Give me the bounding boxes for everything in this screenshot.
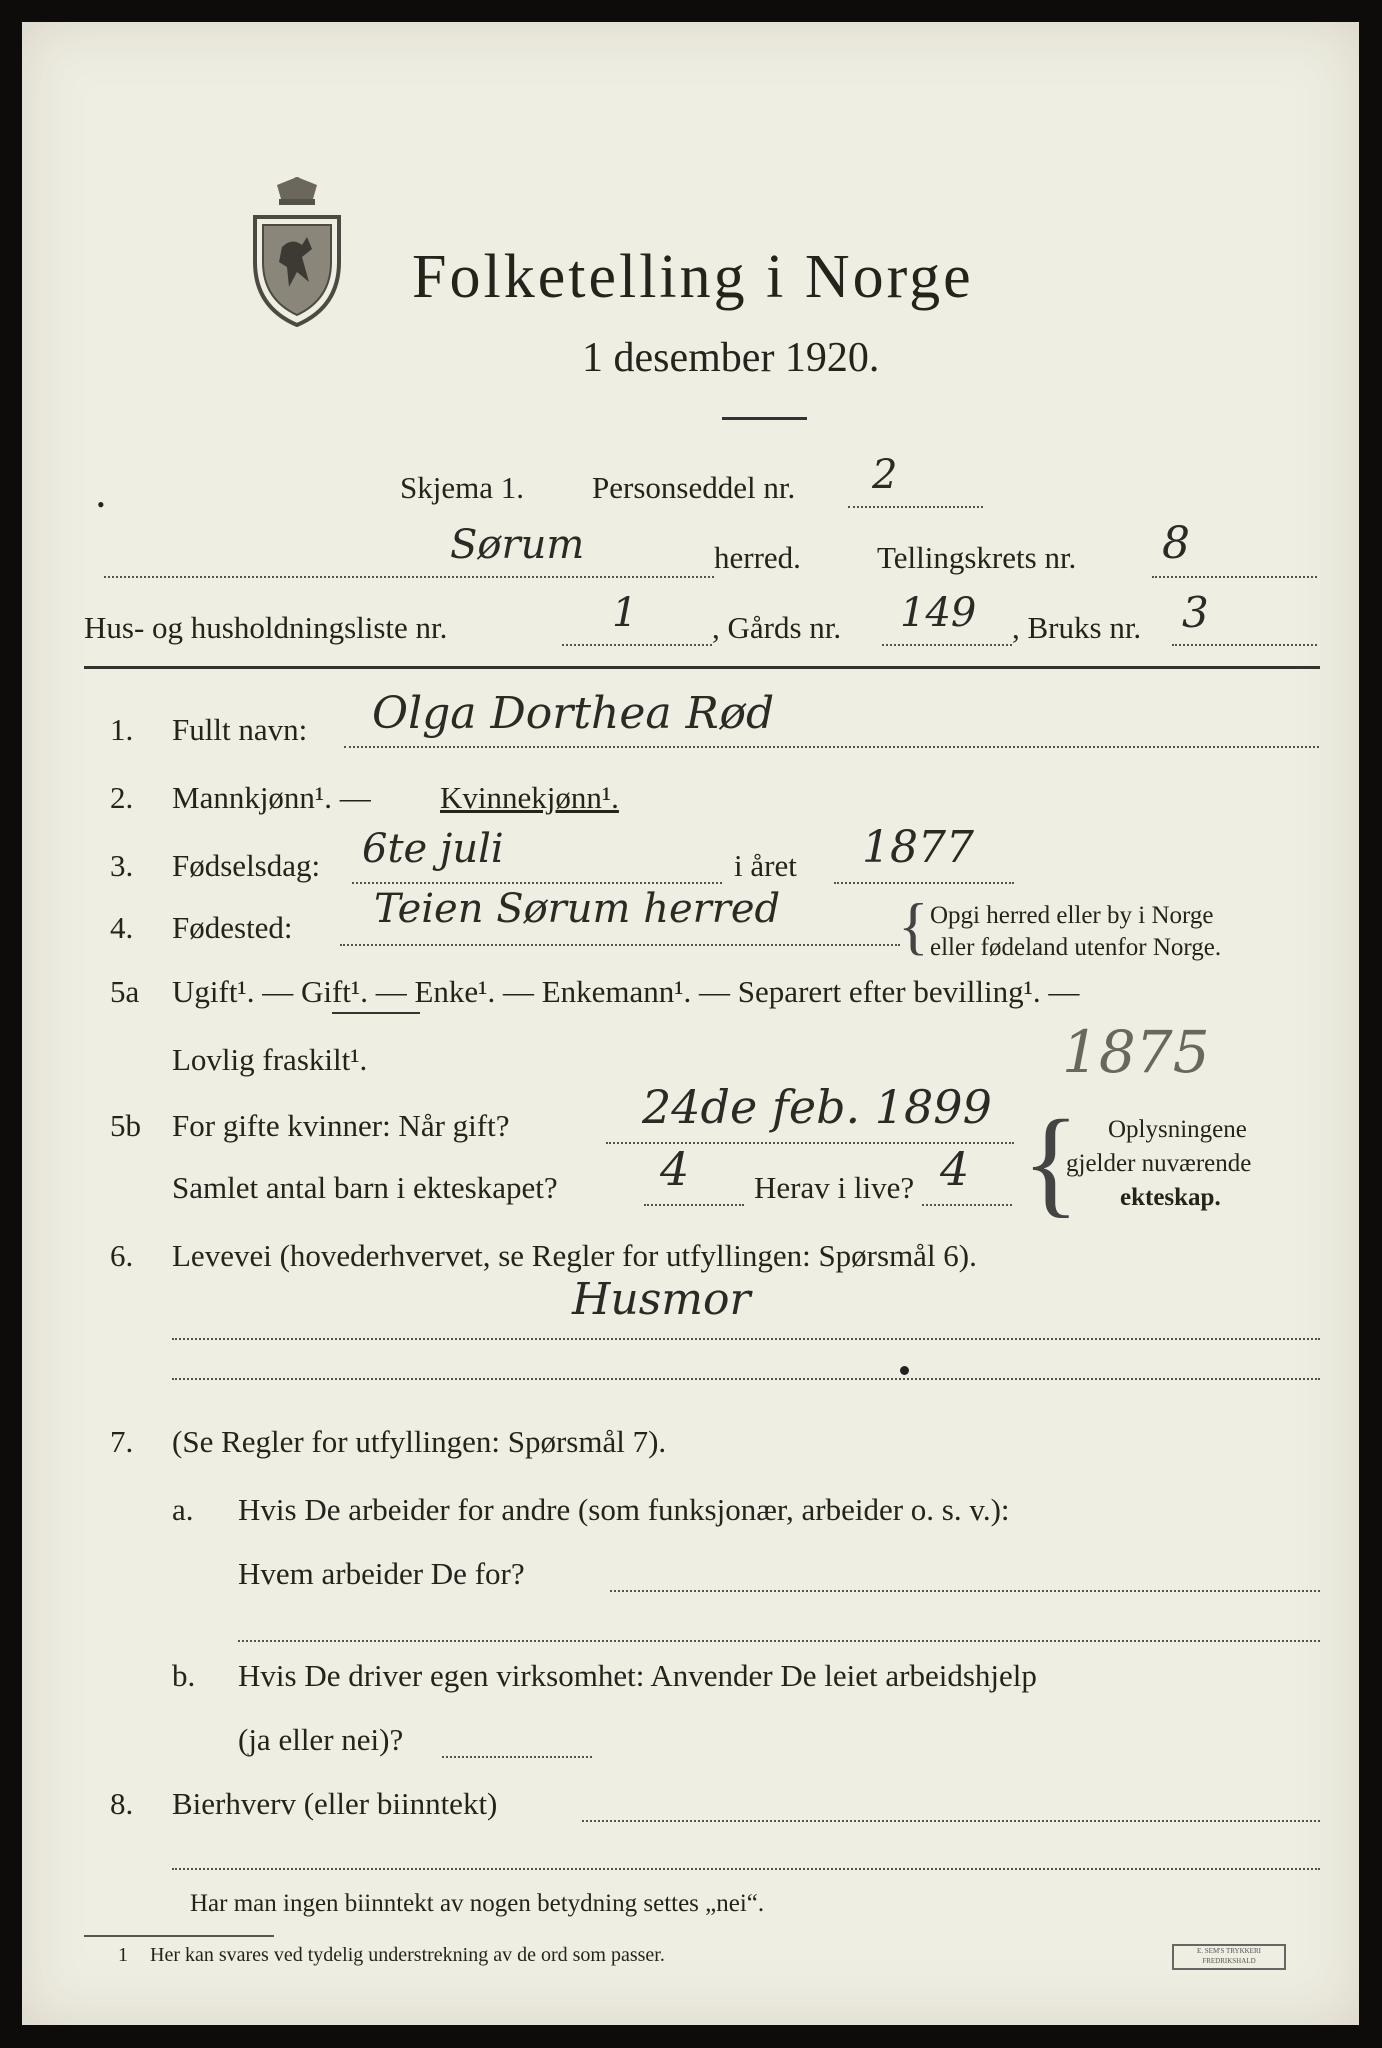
q1-label: Fullt navn: [172,712,308,747]
coat-of-arms-icon [247,177,347,327]
q7b-number: b. [172,1658,196,1693]
gards-label: , Gårds nr. [712,610,842,645]
husliste-label: Hus- og husholdningsliste nr. [84,610,448,645]
q2-male: Mannkjønn¹. — [172,780,371,815]
q4-note-1: Opgi herred eller by i Norge [930,902,1214,929]
q4-birthplace[interactable]: Teien Sørum herred [374,886,781,932]
q4-label: Fødested: [172,910,293,945]
footnote-number: 1 [118,1944,128,1966]
q6-number: 6. [110,1238,134,1273]
q3-label: Fødselsdag: [172,848,321,883]
skjema-label: Skjema 1. [400,470,524,505]
q1-full-name[interactable]: Olga Dorthea Rød [372,688,775,739]
title-divider [722,417,807,420]
q5b-number: 5b [110,1108,141,1143]
q6-label: Levevei (hovederhvervet, se Regler for utfyllingen: Spørsmål 6). [172,1238,977,1273]
form-date: 1 desember 1920. [582,335,880,381]
tellingskrets-value[interactable]: 8 [1162,518,1190,569]
husliste-value[interactable]: 1 [612,590,638,636]
q5b-alive-label: Herav i live? [754,1170,915,1205]
q7a-answer-line[interactable] [610,1590,1320,1592]
census-form [22,22,1359,2025]
gards-value[interactable]: 149 [900,590,977,636]
bruks-value[interactable]: 3 [1182,588,1209,637]
q5a-margin-note: 1875 [1062,1018,1210,1086]
q5a-number: 5a [110,974,140,1009]
q7-number: 7. [110,1424,134,1459]
q5a-option-fraskilt[interactable]: Lovlig fraskilt¹. [172,1042,368,1077]
footnote-rule [84,1935,274,1937]
bruks-label: , Bruks nr. [1012,610,1142,645]
q7b-answer-line[interactable] [442,1756,592,1758]
personseddel-label: Personseddel nr. [592,470,796,505]
margin-dot: • [97,492,105,517]
q2-number: 2. [110,780,134,815]
q8-label: Bierhverv (eller biinntekt) [172,1786,498,1821]
q5b-note-3: ekteskap. [1120,1184,1221,1211]
q5b-note-1: Oplysningene [1108,1116,1247,1143]
q4-brace: { [898,890,929,961]
q3-number: 3. [110,848,134,883]
tellingskrets-label: Tellingskrets nr. [877,540,1077,575]
herred-value[interactable]: Sørum [450,522,585,568]
q3-birthday[interactable]: 6te juli [362,826,504,872]
q1-number: 1. [110,712,134,747]
q3-year-label: i året [734,848,797,883]
ink-dot [900,1366,909,1375]
footer-note: Har man ingen biinntekt av nogen betydning settes „nei“. [190,1890,765,1917]
q3-year[interactable]: 1877 [862,822,974,873]
q6-occupation[interactable]: Husmor [572,1274,751,1325]
form-title: Folketelling i Norge [412,243,974,311]
printer-stamp: E. SEM'S TRYKKERI FREDRIKSHALD [1172,1944,1286,1970]
q5b-married-date[interactable]: 24de feb. 1899 [642,1080,992,1134]
q5b-children-label: Samlet antal barn i ekteskapet? [172,1170,558,1205]
q7a-number: a. [172,1492,194,1527]
q5b-married-label: For gifte kvinner: Når gift? [172,1108,510,1143]
q5b-note-2: gjelder nuværende [1066,1150,1252,1177]
q7a-line-1: Hvis De arbeider for andre (som funksjonær, arbeider o. s. v.): [238,1492,1010,1527]
q7-label: (Se Regler for utfyllingen: Spørsmål 7). [172,1424,667,1459]
q7b-line-2: (ja eller nei)? [238,1722,404,1757]
footnote-text: Her kan svares ved tydelig understrekning av de ord som passer. [150,1944,665,1966]
q7a-line-2: Hvem arbeider De for? [238,1556,525,1591]
herred-label: herred. [714,540,801,575]
q4-note-2: eller fødeland utenfor Norge. [930,934,1222,961]
q7b-line-1: Hvis De driver egen virksomhet: Anvender De leiet arbeidshjelp [238,1658,1037,1693]
personseddel-value[interactable]: 2 [872,452,898,498]
q5b-brace: { [1022,1095,1080,1228]
q5b-alive-value[interactable]: 4 [940,1142,970,1196]
gift-underline [332,1012,420,1014]
q4-number: 4. [110,910,134,945]
q8-answer-line[interactable] [582,1820,1320,1822]
q5b-children-value[interactable]: 4 [660,1142,690,1196]
header-rule [84,666,1320,669]
q5a-options[interactable]: Ugift¹. — Gift¹. — Enke¹. — Enkemann¹. — Separert efter bevilling¹. — [172,974,1080,1009]
q8-number: 8. [110,1786,134,1821]
q2-female-underlined[interactable]: Kvinnekjønn¹. [440,780,619,815]
